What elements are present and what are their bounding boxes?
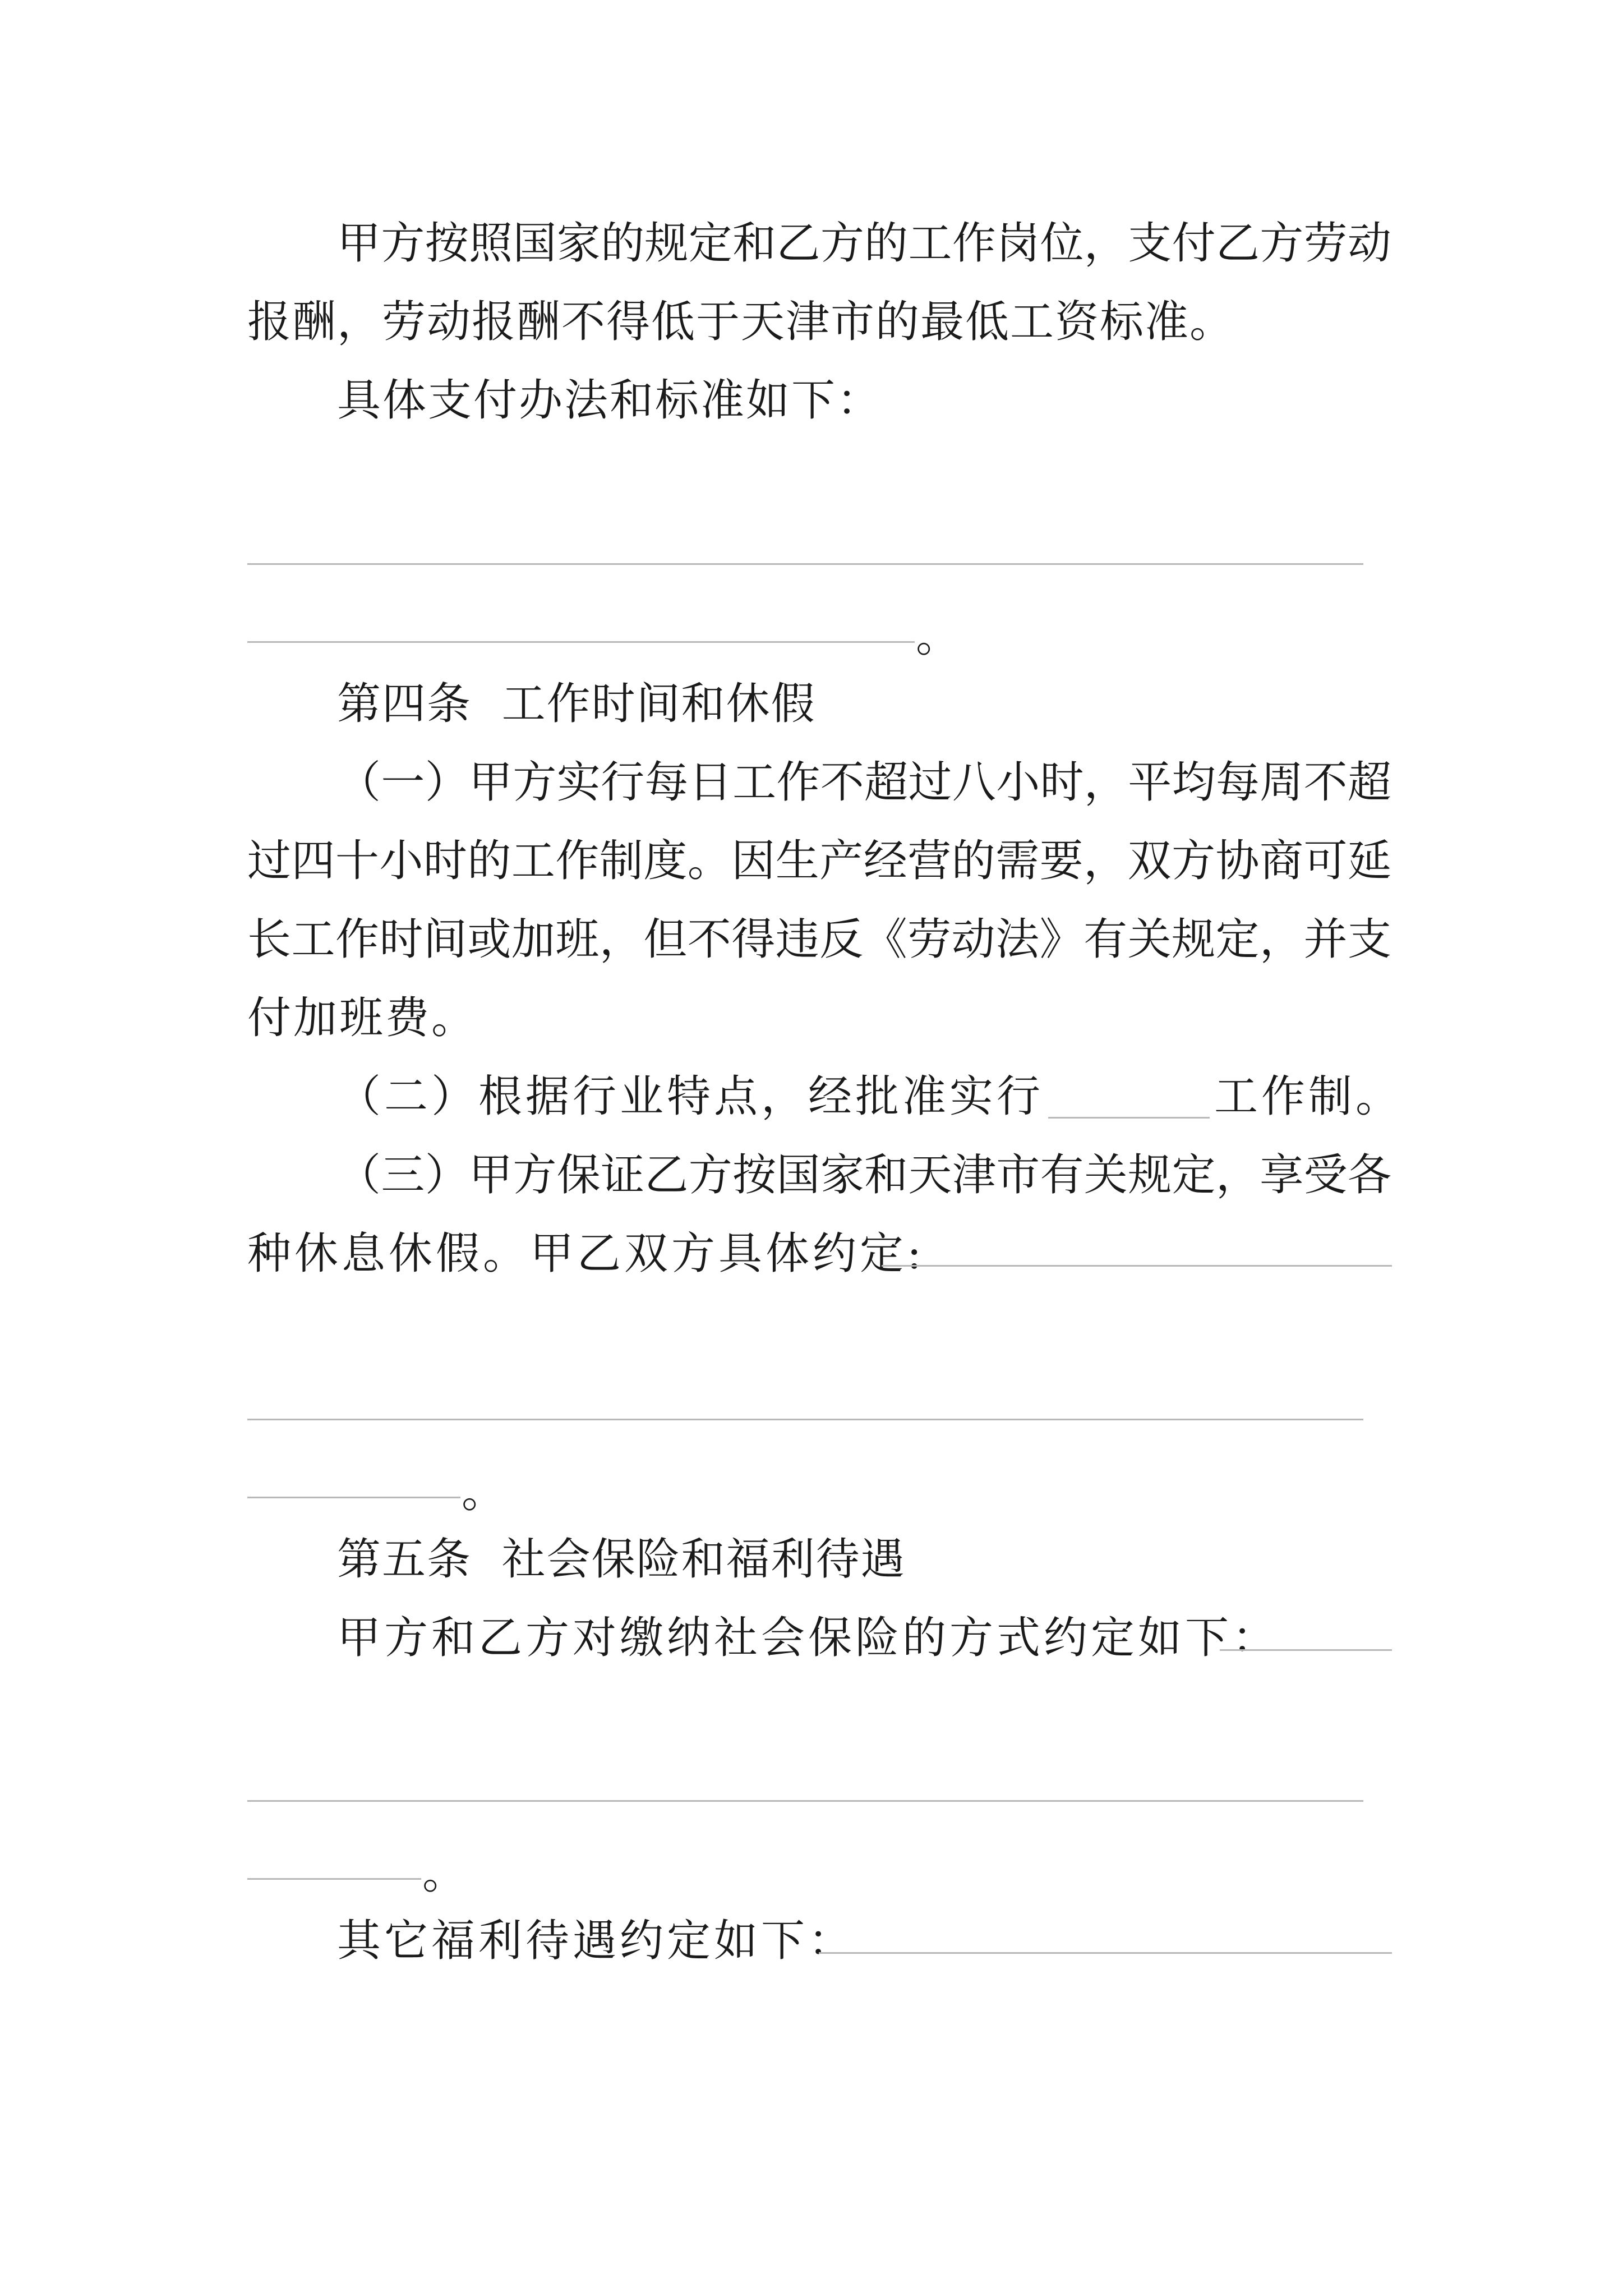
fill-in-blank[interactable] bbox=[882, 1265, 1392, 1267]
paragraph-line bbox=[247, 288, 1391, 356]
article-title bbox=[337, 1526, 1391, 1593]
paragraph-line bbox=[337, 1063, 1403, 1130]
paragraph-line bbox=[337, 1604, 1391, 1672]
article-title-text: 第四条 工作时间和休假 bbox=[337, 679, 816, 729]
paragraph-text: 种休息休假。甲乙双方具体约定: bbox=[247, 1228, 925, 1279]
paragraph-line bbox=[247, 984, 1391, 1052]
paragraph-text: 工作制。 bbox=[1214, 1071, 1403, 1122]
fill-in-blank[interactable] bbox=[247, 1497, 460, 1498]
paragraph-line bbox=[337, 210, 1391, 277]
paragraph-text: （三）甲方保证乙方按国家和天津市有关规定，享受各 bbox=[337, 1150, 1391, 1200]
paragraph-text: 甲方按照国家的规定和乙方的工作岗位，支付乙方劳动 bbox=[337, 218, 1391, 269]
paragraph-line bbox=[247, 906, 1391, 973]
paragraph-text: （一）甲方实行每日工作不超过八小时，平均每周不超 bbox=[337, 757, 1391, 808]
paragraph-text: 长工作时间或加班，但不得违反《劳动法》有关规定，并支 bbox=[247, 914, 1391, 965]
fill-in-blank[interactable] bbox=[247, 641, 915, 643]
paragraph-text: 付加班费。 bbox=[247, 993, 478, 1043]
paragraph-line bbox=[337, 1142, 1391, 1209]
article-title-text: 第五条 社会保险和福利待遇 bbox=[337, 1534, 906, 1585]
fill-in-blank[interactable] bbox=[247, 563, 1363, 565]
fill-in-blank[interactable] bbox=[247, 1419, 1363, 1420]
fill-in-blank[interactable] bbox=[247, 1878, 421, 1880]
sentence-end: 。 bbox=[422, 1848, 467, 1899]
paragraph-text: 报酬，劳动报酬不得低于天津市的最低工资标准。 bbox=[247, 297, 1235, 347]
sentence-end: 。 bbox=[462, 1467, 506, 1517]
work-system-blank[interactable] bbox=[1048, 1100, 1210, 1119]
paragraph-line bbox=[247, 1220, 1403, 1287]
paragraph-text: 过四十小时的工作制度。因生产经营的需要，双方协商可延 bbox=[247, 836, 1391, 886]
paragraph-text: 甲方和乙方对缴纳社会保险的方式约定如下： bbox=[337, 1613, 1280, 1663]
fill-in-blank[interactable] bbox=[819, 1952, 1392, 1954]
paragraph-line bbox=[337, 367, 1391, 434]
fill-in-blank[interactable] bbox=[1220, 1649, 1392, 1651]
paragraph-text: 其它福利待遇约定如下： bbox=[337, 1916, 856, 1966]
sentence-end: 。 bbox=[916, 611, 960, 662]
article-title bbox=[337, 670, 1391, 738]
paragraph-text: （二）根据行业特点，经批准实行 bbox=[337, 1071, 1044, 1122]
paragraph-line bbox=[247, 827, 1391, 895]
paragraph-line bbox=[337, 749, 1391, 816]
paragraph-text: 具体支付办法和标准如下： bbox=[337, 375, 883, 426]
fill-in-blank[interactable] bbox=[247, 1800, 1363, 1802]
paragraph-line bbox=[337, 1907, 1391, 1975]
